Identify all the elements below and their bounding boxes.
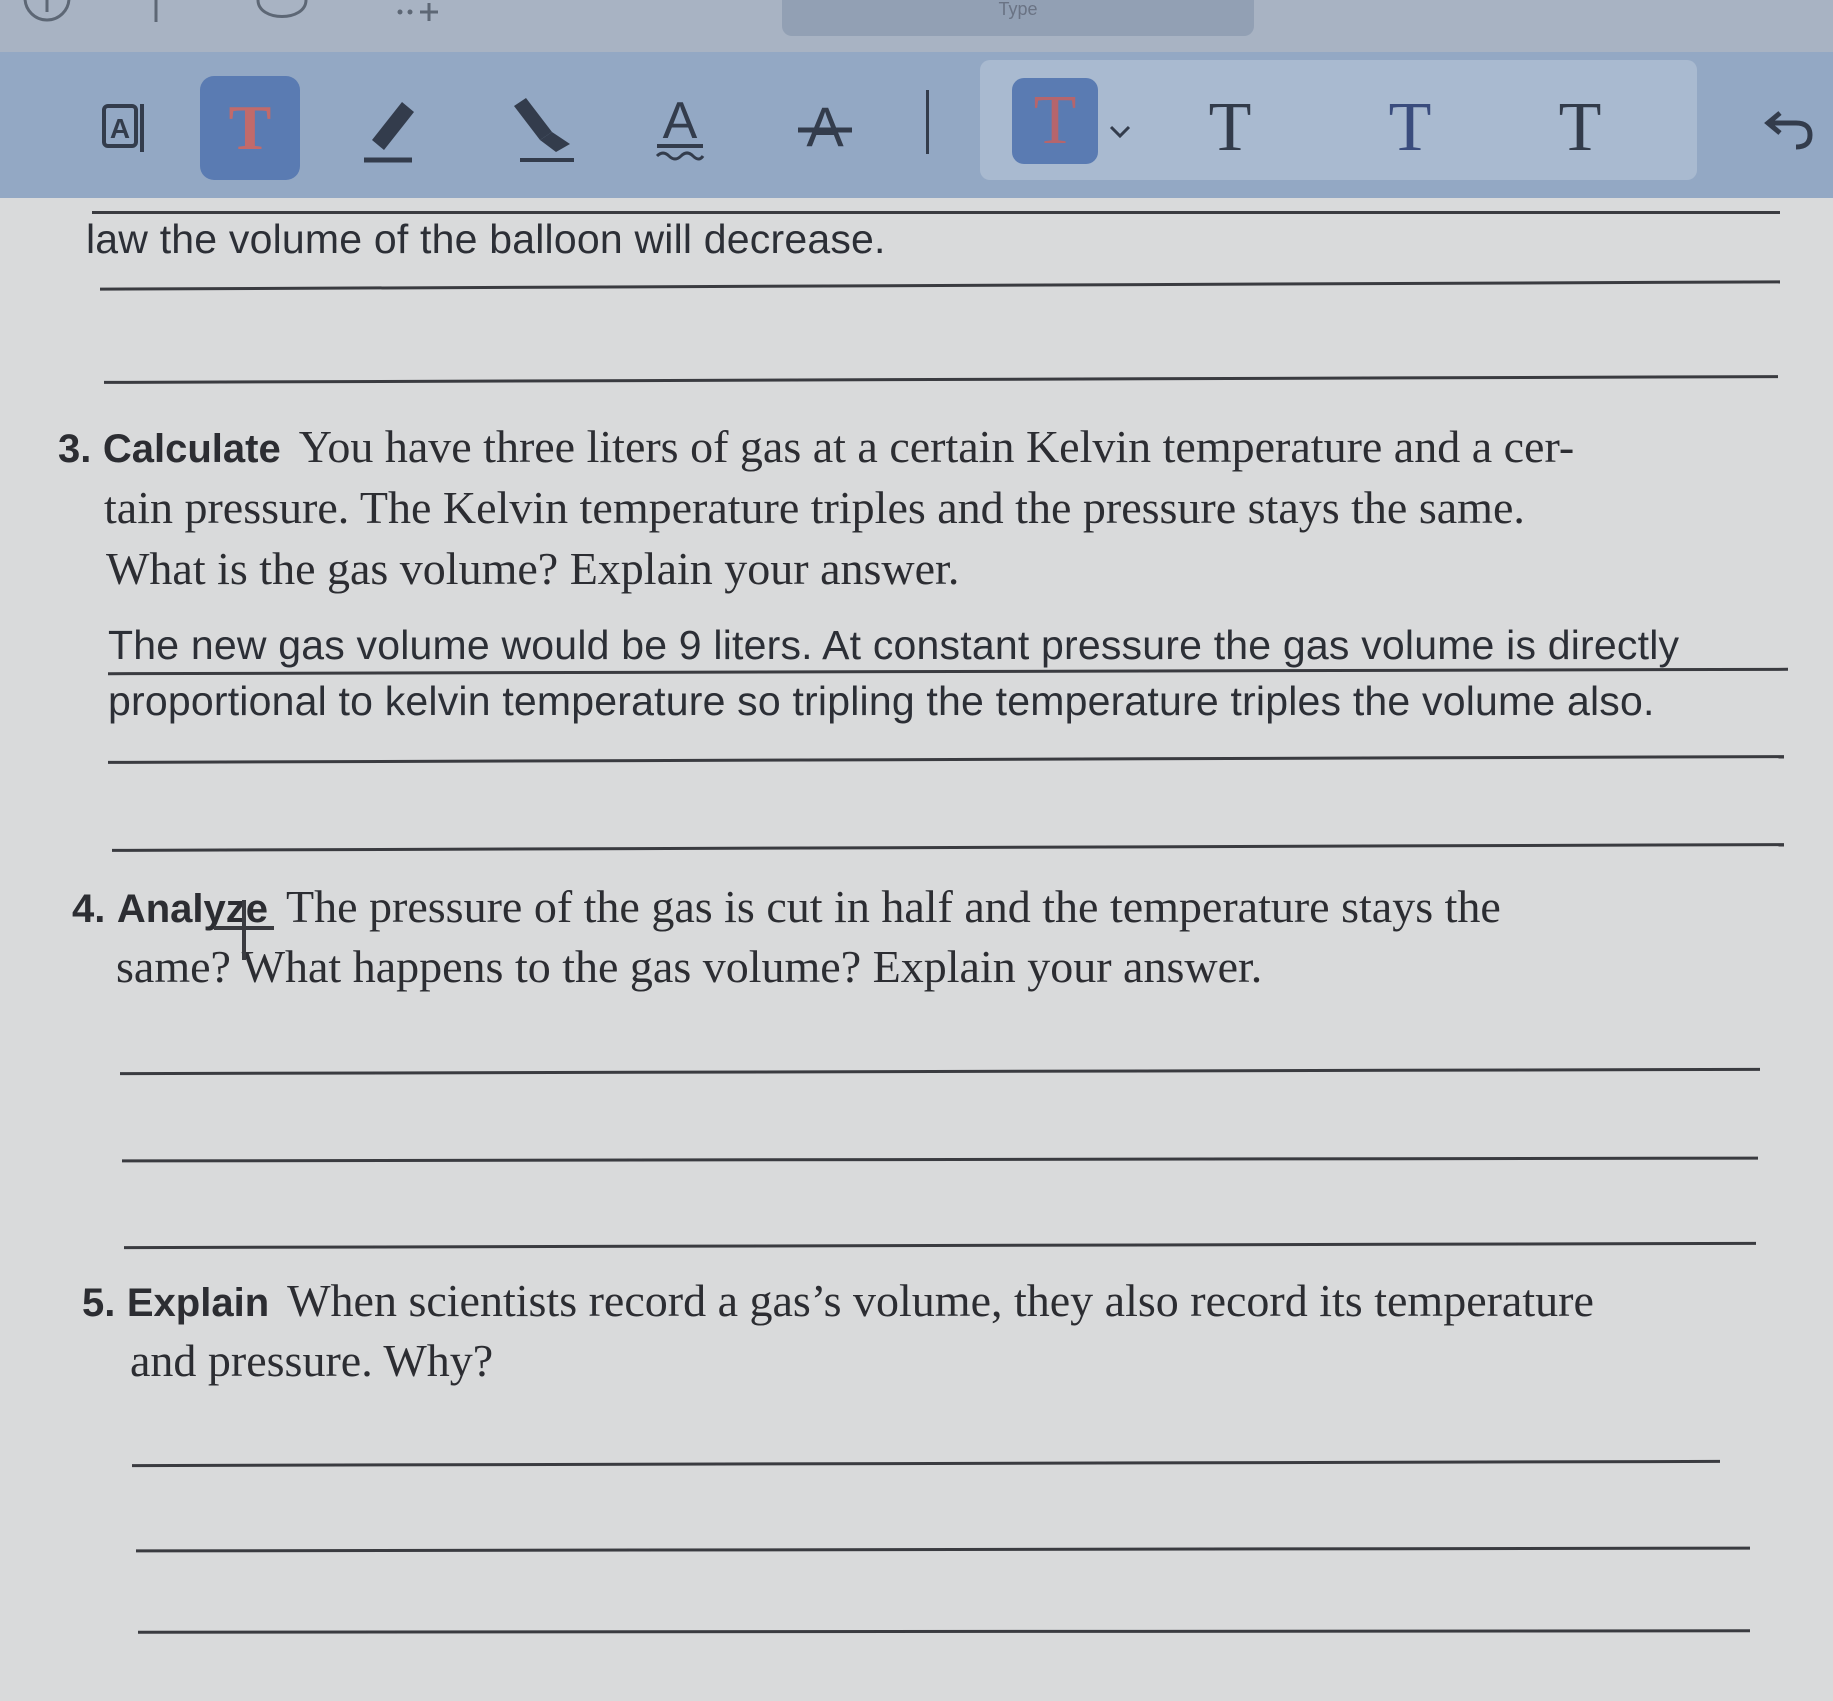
question-5-line-2: and pressure. Why? xyxy=(130,1335,494,1386)
question-5-keyword: Explain xyxy=(126,1281,270,1325)
question-4-line-1: The pressure of the gas is cut in half and the temperature stays the xyxy=(286,881,1501,932)
question-3-number: 3. xyxy=(58,427,92,471)
window-title: Type xyxy=(998,0,1038,19)
toolbar-divider xyxy=(926,90,929,154)
text-tool-icon[interactable]: T xyxy=(200,76,300,180)
text-color-swatch-button[interactable] xyxy=(1012,78,1098,164)
question-3-line-3: What is the gas volume? Explain your answer. xyxy=(106,543,960,594)
plus-circle-icon[interactable] xyxy=(20,0,74,28)
top-strip xyxy=(0,0,1833,52)
text-color-swatch-label: T xyxy=(1033,82,1077,159)
strikethrough-tool-icon[interactable] xyxy=(775,76,875,180)
text-style-plain-button[interactable] xyxy=(1530,76,1630,180)
text-style-blue-button[interactable] xyxy=(1360,76,1460,180)
add-page-icon[interactable] xyxy=(390,0,450,28)
answer-line xyxy=(138,1629,1750,1633)
text-box-tool-icon[interactable] xyxy=(70,76,170,180)
svg-text:A: A xyxy=(109,113,131,144)
question-4 xyxy=(72,880,1501,933)
svg-text:A: A xyxy=(806,95,844,158)
separator-icon xyxy=(150,0,162,28)
text-style-serif-button[interactable] xyxy=(1180,76,1280,180)
crosshair-cursor-icon xyxy=(212,898,276,962)
q3-answer-line-1[interactable]: The new gas volume would be 9 liters. At constant pressure the gas volume is directly xyxy=(108,622,1680,668)
question-5-line-1: When scientists record a gas’s volume, they also record its temperature xyxy=(287,1275,1594,1326)
text-style-serif-label: T xyxy=(1208,89,1252,166)
answer-line xyxy=(120,1068,1760,1075)
question-4-keyword: Analyze xyxy=(116,887,269,931)
answer-line xyxy=(104,375,1778,384)
question-4-line-2: same? What happens to the gas volume? Explain your answer. xyxy=(116,941,1263,992)
answer-line xyxy=(112,843,1784,852)
question-3 xyxy=(58,420,1574,473)
undo-icon[interactable] xyxy=(1750,76,1830,180)
answer-line xyxy=(100,280,1780,290)
q2-answer-text[interactable]: law the volume of the balloon will decrease. xyxy=(86,216,886,262)
lasso-icon[interactable] xyxy=(250,0,314,28)
q3-answer-line-2[interactable]: proportional to kelvin temperature so tripling the temperature triples the volume also. xyxy=(108,678,1655,724)
text-style-blue-label: T xyxy=(1388,89,1432,166)
answer-line xyxy=(108,755,1784,764)
answer-line xyxy=(136,1547,1750,1553)
question-5-number: 5. xyxy=(82,1281,116,1325)
question-5 xyxy=(82,1274,1594,1327)
window-title-pill xyxy=(782,0,1254,36)
question-3-line-1: You have three liters of gas at a certain Kelvin temperature and a cer- xyxy=(298,421,1575,472)
svg-text:A: A xyxy=(662,92,698,150)
answer-line xyxy=(122,1157,1758,1163)
question-3-line-2: tain pressure. The Kelvin temperature triples and the pressure stays the same. xyxy=(104,482,1525,533)
text-style-plain-label: T xyxy=(1558,89,1602,166)
answer-line xyxy=(124,1242,1756,1249)
question-3-keyword: Calculate xyxy=(102,427,281,471)
question-4-number: 4. xyxy=(72,887,106,931)
answer-line xyxy=(92,211,1780,214)
chevron-down-icon[interactable] xyxy=(1100,112,1140,152)
answer-line xyxy=(132,1460,1720,1467)
eraser-tool-icon[interactable] xyxy=(490,76,590,180)
highlighter-tool-icon[interactable] xyxy=(340,76,440,180)
underline-squiggle-tool-icon[interactable] xyxy=(630,76,730,180)
annotation-toolbar xyxy=(0,52,1833,198)
